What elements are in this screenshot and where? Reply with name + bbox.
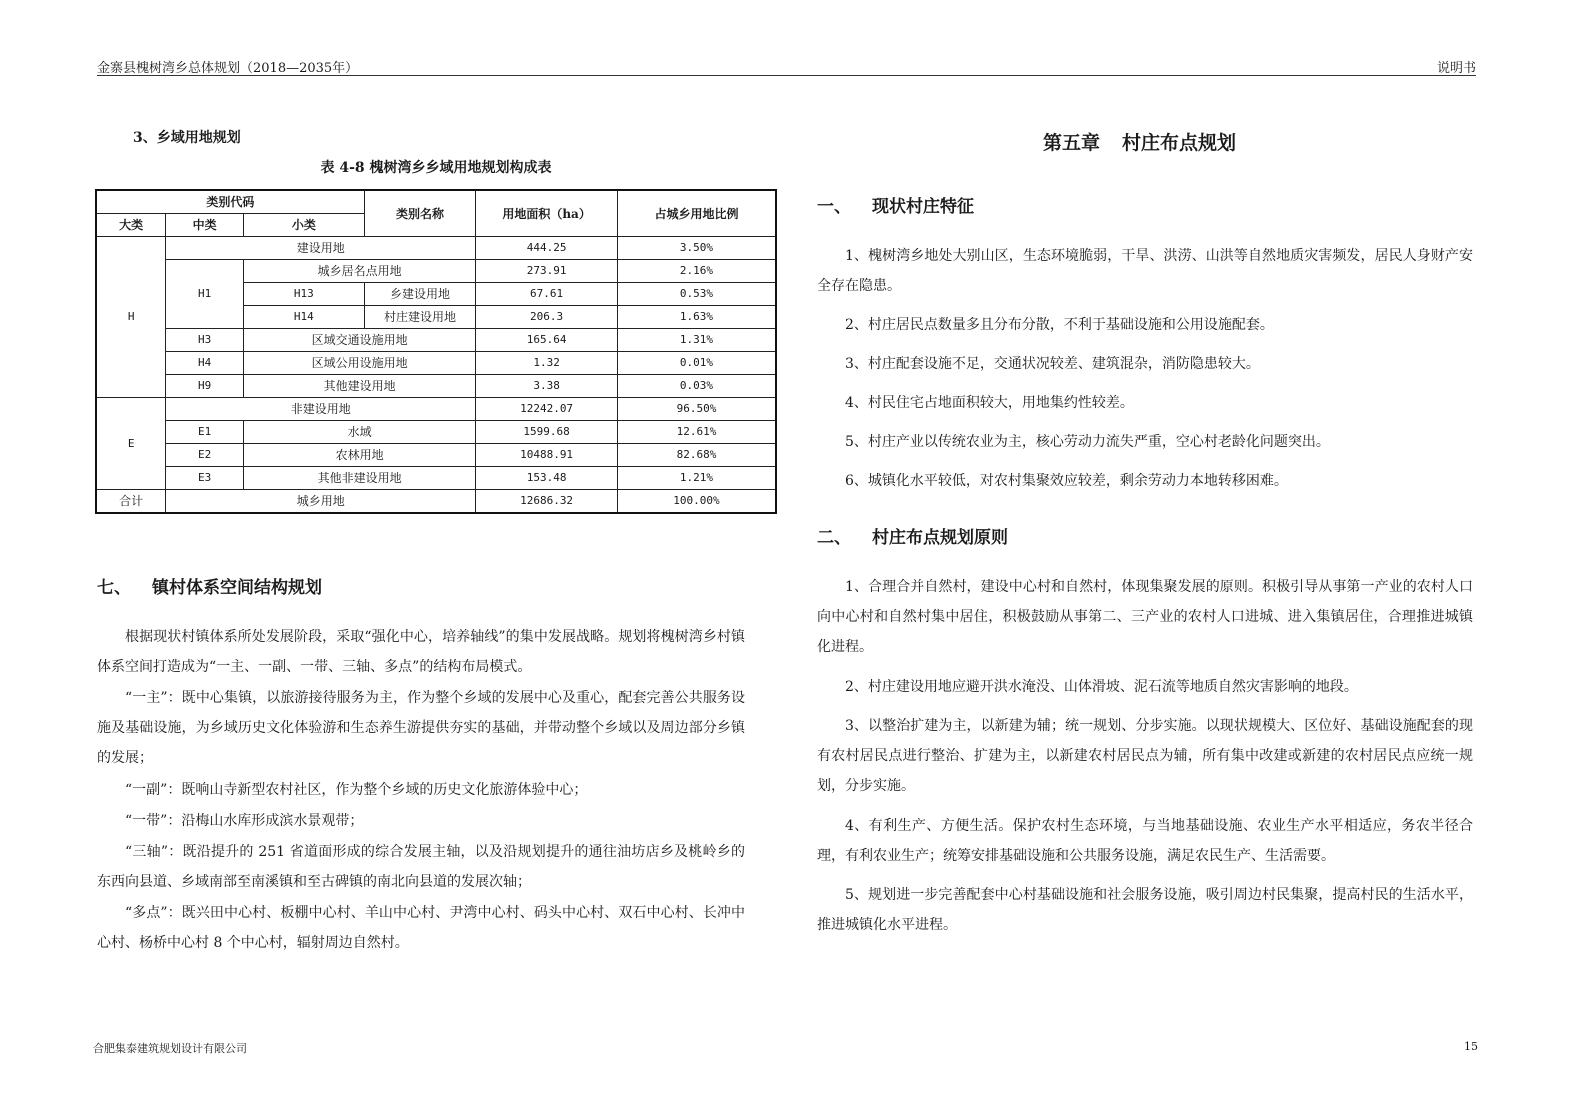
paragraph: “一带”：沿梅山水库形成滨水景观带；: [125, 813, 364, 829]
table-row: [96, 444, 776, 467]
cell-name: 乡建设用地: [364, 283, 476, 306]
paragraph: 5、规划进一步完善配套中心村基础设施和社会服务设施，吸引周边村民集聚，提高村民的生活水平，推进城镇化水平进程。: [817, 887, 1473, 933]
cell-ratio: 12.61%: [617, 421, 776, 444]
paragraph: 2、村庄建设用地应避开洪水淹没、山体滑坡、泥石流等地质自然灾害影响的地段。: [845, 679, 1358, 695]
cell-area: 273.91: [476, 260, 618, 283]
section-heading: [817, 523, 1008, 548]
cell-ratio: 2.16%: [617, 260, 776, 283]
chapter-name: 村庄布点规划: [1122, 132, 1237, 154]
section-title: 镇村体系空间结构规划: [152, 578, 322, 598]
cell-name: 水域: [244, 421, 476, 444]
header-name: 类别名称: [364, 190, 476, 237]
cell-area: 12686.32: [476, 490, 618, 514]
cell-name: 农林用地: [244, 444, 476, 467]
cell-name: 区域交通设施用地: [244, 329, 476, 352]
cell-medium: H4: [166, 352, 244, 375]
header-category-code: 类别代码: [96, 190, 364, 214]
cell-name: 城乡用地: [166, 490, 476, 514]
chapter-number: 第五章: [1043, 132, 1101, 154]
paragraph: “三轴”：既沿提升的 251 省道面形成的综合发展主轴，以及沿规划提升的通往油坊店乡及桃岭乡的东西向县道、乡域南部至南溪镇和至古碑镇的南北向县道的发展次轴；: [97, 844, 745, 890]
cell-name: 建设用地: [166, 237, 476, 260]
cell-major: E: [96, 398, 166, 490]
landuse-table: [95, 189, 777, 514]
section-number: 二、: [817, 528, 851, 548]
table-total-row: [96, 490, 776, 514]
section-number: 七、: [97, 578, 131, 598]
cell-name: 其他非建设用地: [244, 467, 476, 490]
paragraph: “多点”：既兴田中心村、板棚中心村、羊山中心村、尹湾中心村、码头中心村、双石中心村、长冲中心村、杨桥中心村 8 个中心村，辐射周边自然村。: [97, 905, 745, 951]
paragraph: “一主”：既中心集镇，以旅游接待服务为主，作为整个乡域的发展中心及重心，配套完善公共服务设施及基础设施，为乡域历史文化体验游和生态养生游提供夯实的基础，并带动整个乡域以及周边部分乡镇的发展；: [97, 690, 745, 766]
document-title: 金寨县槐树湾乡总体规划（2018—2035年）: [97, 61, 359, 76]
section-heading: [97, 573, 322, 598]
footer-company: 合肥集泰建筑规划设计有限公司: [93, 1042, 247, 1055]
cell-area: 1599.68: [476, 421, 618, 444]
header-medium: 中类: [166, 214, 244, 237]
cell-area: 10488.91: [476, 444, 618, 467]
paragraph: 2、村庄居民点数量多且分布分散，不利于基础设施和公用设施配套。: [845, 317, 1274, 333]
paragraph: 3、以整治扩建为主，以新建为辅；统一规划、分步实施。以现状规模大、区位好、基础设施配套的现有农村居民点进行整治、扩建为主，以新建农村居民点为辅，所有集中改建或新建的农村居民点应统一规划，分步实施。: [817, 718, 1473, 794]
table-row: [96, 375, 776, 398]
table-header-row: [96, 190, 776, 214]
subsection-title: 3、乡域用地规划: [133, 130, 241, 146]
table-row: [96, 421, 776, 444]
cell-ratio: 96.50%: [617, 398, 776, 421]
cell-name: 村庄建设用地: [364, 306, 476, 329]
cell-ratio: 82.68%: [617, 444, 776, 467]
document-type: 说明书: [1436, 61, 1476, 76]
cell-ratio: 1.63%: [617, 306, 776, 329]
header-area: 用地面积（ha）: [476, 190, 618, 237]
paragraph: 4、村民住宅占地面积较大，用地集约性较差。: [845, 395, 1134, 411]
cell-name: 城乡居名点用地: [244, 260, 476, 283]
cell-medium: H1: [166, 260, 244, 329]
table-row: [96, 398, 776, 421]
cell-area: 444.25: [476, 237, 618, 260]
cell-ratio: 1.31%: [617, 329, 776, 352]
cell-ratio: 0.03%: [617, 375, 776, 398]
table-row: [96, 260, 776, 283]
paragraph: 3、村庄配套设施不足，交通状况较差、建筑混杂，消防隐患较大。: [845, 356, 1260, 372]
cell-medium: H9: [166, 375, 244, 398]
paragraph: 6、城镇化水平较低，对农村集聚效应较差，剩余劳动力本地转移困难。: [845, 473, 1288, 489]
cell-ratio: 0.53%: [617, 283, 776, 306]
cell-area: 12242.07: [476, 398, 618, 421]
cell-medium: E1: [166, 421, 244, 444]
cell-area: 206.3: [476, 306, 618, 329]
cell-area: 67.61: [476, 283, 618, 306]
section-title: 现状村庄特征: [872, 197, 974, 217]
paragraph: 5、村庄产业以传统农业为主，核心劳动力流失严重，空心村老龄化问题突出。: [845, 434, 1330, 450]
cell-medium: H3: [166, 329, 244, 352]
cell-minor: H13: [244, 283, 365, 306]
section-heading: [817, 192, 974, 217]
page-number: 15: [1464, 1040, 1478, 1053]
cell-minor: H14: [244, 306, 365, 329]
paragraph: “一副”：既响山寺新型农村社区，作为整个乡域的历史文化旅游体验中心；: [125, 782, 588, 798]
header-divider: [97, 75, 1476, 76]
header-ratio: 占城乡用地比例: [617, 190, 776, 237]
table-caption: 表 4-8 槐树湾乡乡域用地规划构成表: [320, 160, 552, 176]
section-number: 一、: [817, 197, 851, 217]
paragraph: 1、合理合并自然村，建设中心村和自然村，体现集聚发展的原则。积极引导从事第一产业的农村人口向中心村和自然村集中居住，积极鼓励从事第二、三产业的农村人口进城、进入集镇居住，合理推进城镇化进程。: [817, 579, 1473, 655]
cell-ratio: 0.01%: [617, 352, 776, 375]
chapter-title: [1043, 128, 1236, 155]
cell-name: 非建设用地: [166, 398, 476, 421]
table-row: [96, 467, 776, 490]
cell-medium: E2: [166, 444, 244, 467]
cell-ratio: 3.50%: [617, 237, 776, 260]
cell-ratio: 100.00%: [617, 490, 776, 514]
table-row: [96, 329, 776, 352]
header-minor: 小类: [244, 214, 365, 237]
header-major: 大类: [96, 214, 166, 237]
cell-area: 3.38: [476, 375, 618, 398]
cell-ratio: 1.21%: [617, 467, 776, 490]
cell-area: 1.32: [476, 352, 618, 375]
section-title: 村庄布点规划原则: [872, 528, 1008, 548]
cell-medium: E3: [166, 467, 244, 490]
cell-name: 区域公用设施用地: [244, 352, 476, 375]
cell-area: 165.64: [476, 329, 618, 352]
paragraph: 根据现状村镇体系所处发展阶段，采取“强化中心，培养轴线”的集中发展战略。规划将槐树湾乡村镇体系空间打造成为“一主、一副、一带、三轴、多点”的结构布局模式。: [97, 629, 745, 675]
table-row: [96, 352, 776, 375]
table-row: [96, 237, 776, 260]
paragraph: 4、有利生产、方便生活。保护农村生态环境，与当地基础设施、农业生产水平相适应，务农半径合理，有利农业生产；统筹安排基础设施和公共服务设施，满足农民生产、生活需要。: [817, 818, 1473, 864]
cell-area: 153.48: [476, 467, 618, 490]
cell-major: H: [96, 237, 166, 398]
cell-total-label: 合计: [96, 490, 166, 514]
cell-name: 其他建设用地: [244, 375, 476, 398]
paragraph: 1、槐树湾乡地处大别山区，生态环境脆弱，干旱、洪涝、山洪等自然地质灾害频发，居民人身财产安全存在隐患。: [817, 248, 1473, 294]
